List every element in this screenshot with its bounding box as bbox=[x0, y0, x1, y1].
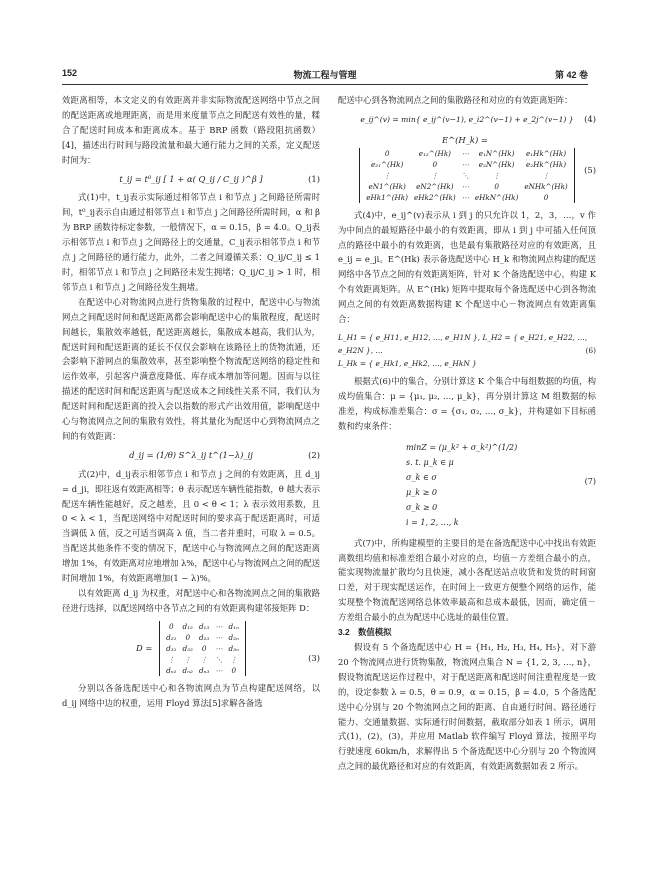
matrix-d-cell: d₂₁ bbox=[166, 632, 177, 642]
matrix-d-cell: d₁₂ bbox=[182, 621, 193, 631]
matrix-d-cell: 0 bbox=[201, 643, 207, 653]
matrix-d-row bbox=[163, 632, 242, 643]
matrix-e-row bbox=[363, 148, 570, 159]
matrix-d-cell: dₙ₁ bbox=[166, 665, 177, 675]
matrix-e-cell: ⋮ bbox=[383, 170, 391, 180]
model-line-text: σ_k ∈ σ bbox=[406, 472, 437, 482]
equation-body: t_ij = t⁰_ij [ 1 + α( Q_ij / C_ij )^β ] bbox=[119, 173, 263, 184]
equation-number: (5) bbox=[584, 164, 596, 175]
matrix-e-cell: eHk2^(Hk) bbox=[413, 192, 456, 202]
matrix-d-cell: d₁ₙ bbox=[228, 621, 239, 631]
header-rule bbox=[62, 84, 588, 85]
equation-6 bbox=[338, 331, 596, 370]
page-number: 152 bbox=[62, 68, 78, 78]
matrix-d-cell: d₃ₙ bbox=[228, 643, 239, 653]
equation-number: (6) bbox=[585, 346, 596, 356]
matrix-e-cell: e₂Hk^(Hk) bbox=[526, 159, 567, 169]
matrix-e-cell: e₁N^(Hk) bbox=[478, 148, 515, 158]
model-line bbox=[402, 501, 521, 514]
matrix-label: D = bbox=[136, 642, 153, 653]
matrix-e-cell: 0 bbox=[494, 181, 499, 191]
matrix-e-cell: eHkN^(Hk) bbox=[474, 192, 519, 202]
matrix-d-row bbox=[163, 643, 242, 654]
matrix-d-row bbox=[163, 665, 242, 676]
paragraph: 效距离相等，本文定义的有效距离并非实际物流配送网络中节点之间的配送距离或地理距离，而是用来度量节点之间配送有效性的量，糅合了配送时间成本和距离成本。基于 BRP 函数（路段阻抗函数）[4]，描述出行时间与路段流量和最大通行能力之间的关系，定义配送时间为： bbox=[62, 95, 320, 165]
equation-number: (1) bbox=[308, 173, 320, 184]
equation-4 bbox=[338, 112, 596, 128]
paragraph: 式(4)中，e_ij^(v)表示从 i 到 j 的只允许以 1，2，3，…，v 作为中间点的最短路径中最小的有效距离，即从 i 到 j 中可插入任何顶点的路径中最小的有效距离，也是最有集散路径对应的有效距离，且 e_ij = e_ji。E^(Hk) 表示备选配送中心 H_k 和物流网点构建的配送网络中各节点之间的有效距离矩阵，针对 K 个备选配送中心，构建 K 个有效距离矩阵。从 E^(Hk) 矩阵中提取每个备选配送中心到各物流网点之间的有效距离数据构建 K 个配送中心－物流网点有效距离集合： bbox=[338, 209, 596, 325]
matrix-d-cell: ⋯ bbox=[215, 643, 223, 653]
matrix-d-row bbox=[163, 654, 242, 665]
model-line-text: s. t. μ_k ∈ μ bbox=[406, 457, 454, 467]
matrix-e-cell: eHk1^(Hk) bbox=[366, 192, 408, 202]
effective-distance-matrix bbox=[359, 148, 574, 203]
paragraph: 以有效距离 d_ij 为权重，对配送中心和各物流网点之间的集散路径进行选择，以配送网络中各节点之间的有效距离构建邻接矩阵 D： bbox=[62, 588, 320, 613]
matrix-label: E^(H_k) = bbox=[442, 134, 488, 145]
paragraph: 式(1)中，t_ij表示实际通过相邻节点 i 和节点 j 之间路径所需时间，t⁰_ij表示自由通过相邻节点 i 和节点 j 之间路径所需时间，α 和 β 为 BRP 函数待标定参数，一般情况下，α = 0.15，β = 4.0。Q_ij表示相邻节点 i 和节点 j 之间路径上的交通量，C_ij表示相邻节点 i 和节点 j 之间路径的通行能力，此外，二者之间遵循关系：Q_ij/C_ij ≤ 1 时，相邻节点 i 和节点 j 之间路径未发生拥堵；Q_ij/C_ij > 1 时，相邻节点 i 和节点 j 之间路径发生拥堵。 bbox=[62, 192, 320, 292]
matrix-e-cell: eN2^(Hk) bbox=[416, 181, 454, 191]
matrix-e-row bbox=[363, 192, 570, 203]
equation-number: (2) bbox=[308, 449, 320, 460]
paragraph: 式(7)中，所构建模型的主要目的是在备选配送中心中找出有效距离数组均值和标准差组合最小对应的点，均值－方差组合最小的点，能实现物流量扩散均匀且快速，减小各配送站点收货和发货的时间窗口差，对于现实配送运作，在时间上一致更方便整个网络的运作，能实现整个物流配送网络总体效率最高和总成本最低，因而，确定值－方差组合最小的点为配送中心选址的最佳位置。 bbox=[338, 537, 596, 623]
equation-1 bbox=[62, 172, 320, 187]
matrix-d-cell: dₙ₂ bbox=[182, 665, 193, 675]
model-line-text: μ_k ≥ 0 bbox=[406, 487, 437, 497]
paragraph: 配送中心到各物流网点之间的集散路径和对应的有效距离矩阵： bbox=[338, 95, 573, 105]
matrix-e-cell: ⋯ bbox=[461, 159, 469, 169]
matrix-e-cell: e₂₁^(Hk) bbox=[370, 159, 404, 169]
paragraph: 根据式(6)中的集合，分别计算这 K 个集合中每组数据的均值，构成均值集合：μ = {μ₁, μ₂, …, μ_k}，再分别计算这 M 组数据的标准差，构成标准差集合：σ = {σ₁, σ₂, …, σ_k}，并构建如下目标函数和约束条件： bbox=[338, 376, 596, 431]
equation-line: L_Hk = { e_Hk1, e_Hk2, …, e_HkN } bbox=[338, 359, 477, 369]
matrix-e-cell: eN1^(Hk) bbox=[368, 181, 406, 191]
matrix-d-cell: ⋯ bbox=[215, 632, 223, 642]
matrix-d-row bbox=[163, 621, 242, 632]
matrix-d-cell: d₁₃ bbox=[198, 621, 210, 631]
equation-body: e_ij^(v) = min{ e_ij^(v−1), e_i2^(v−1) + e_2j^(v−1) } bbox=[360, 114, 574, 124]
paragraph: 式(2)中，d_ij表示相邻节点 i 和节点 j 之间的有效距离，且 d_ij = d_ji，即往返有效距离相等；θ 表示配送车辆性能指数，θ 越大表示配送车辆性能越好，反之越差，且 0 < θ < 1；λ 表示效用系数，且 0 < λ < 1，当配送网络中对配送时间的要求高于配送距离时，可适当调低 λ 值，反之可适当调高 λ 值，当二者并重时，可取 λ = 0.5。当配送其他条件不变的情况下，配送中心与物流网点之间的配送距离增加 1%，有效距离对应地增加 λ%，配送中心与物流网点之间的配送时间增加 1%，有效距离增加(1 − λ)%。 bbox=[62, 468, 320, 584]
matrix-d-cell: 0 bbox=[169, 621, 174, 631]
model-line-text: minZ = (μ_k² + σ_k²)^(1/2) bbox=[406, 442, 518, 452]
equation-2 bbox=[62, 448, 320, 463]
matrix-d-cell: ⋱ bbox=[215, 654, 223, 664]
paragraph: 分别以各备选配送中心和各物流网点为节点构建配送网络，以 d_ij 网络中边的权重，运用 Floyd 算法[5]求解各备选 bbox=[62, 682, 320, 708]
matrix-e-cell: 0 bbox=[543, 192, 549, 202]
model-line bbox=[402, 471, 521, 484]
matrix-e-cell: e₁Hk^(Hk) bbox=[526, 148, 567, 158]
model-line bbox=[402, 456, 521, 469]
matrix-e-cell: ⋮ bbox=[493, 170, 501, 180]
volume-label: 第 42 卷 bbox=[554, 70, 588, 80]
equation-line: L_H1 = { e_H11, e_H12, …, e_H1N }, L_H2 = { e_H21, e_H22, …, e_H2N }, … bbox=[338, 333, 588, 356]
matrix-e-row bbox=[363, 159, 570, 170]
matrix-d-cell: d₃₂ bbox=[182, 643, 193, 653]
matrix-d-cell: ⋮ bbox=[167, 654, 175, 664]
left-column bbox=[62, 93, 320, 711]
equation-number: (3) bbox=[308, 652, 320, 663]
matrix-e-cell: ⋯ bbox=[461, 181, 469, 191]
matrix-d-cell: d₃₁ bbox=[166, 643, 177, 653]
matrix-d-cell: ⋯ bbox=[215, 621, 223, 631]
matrix-e-cell: ⋮ bbox=[542, 170, 550, 180]
model-line bbox=[402, 516, 521, 529]
matrix-e-cell: ⋱ bbox=[461, 170, 469, 180]
adjacency-matrix bbox=[159, 621, 246, 676]
running-header bbox=[62, 68, 588, 82]
equation-5 bbox=[338, 133, 596, 203]
equation-number: (4) bbox=[584, 113, 596, 124]
matrix-e-cell: 0 bbox=[432, 159, 438, 169]
paragraph: 假设有 5 个备选配送中心 H = {H₁, H₂, H₃, H₄, H₅}，对下游 20 个物流网点进行货物集散，物流网点集合 N = {1, 2, 3, …, n}，假设物流配送运作过程中，对于配送距离和配送时间注重程度是一致的，设定参数 λ = 0.5，θ = 0.9，α = 0.15，β = 4.0，5 个备选配送中心分别与 20 个物流网点之间的距离、自由通行时间、路径通行能力、交通量数据、实际通行时间数据，截取部分如表 1 所示，调用式(1)，(2)，(3)，并应用 Matlab 软件编写 Floyd 算法，按照平均行驶速度 60km/h，求解得出 5 个备选配送中心分别与 20 个物流网点之间的最优路径和对应的有效距离，有效距离数据如表 2 所示。 bbox=[338, 641, 596, 772]
model-line bbox=[402, 441, 521, 454]
matrix-d-cell: d₂ₙ bbox=[228, 632, 239, 642]
paragraph: 在配送中心对物流网点进行货物集散的过程中，配送中心与物流网点之间配送时间和配送距离都会影响配送中心的集散程度，配送时间越长，集散效率越低，配送距离越长，集散成本越高，我们认为，配送时间和配送距离的延长不仅仅会影响在该路径上的货物流通，还会影响下游网点的集散效率，甚至影响整个物流配送网络的稳定性和运作效率，引起客户满意度降低、库存成本增加等问题。因而与以往描述的配送时间和配送距离与配送成本之间线性关系不同，我们认为配送时间和配送距离的投入会以指数的形式产出效用值，影响配送中心与物流网点之间的集散有效性，将其量化为配送中心到物流网点之间的有效距离： bbox=[62, 296, 320, 441]
model-line-text: σ_k ≥ 0 bbox=[406, 502, 438, 512]
matrix-e-row bbox=[363, 170, 570, 181]
matrix-e-row bbox=[363, 181, 570, 192]
matrix-d-cell: d₂₃ bbox=[198, 632, 210, 642]
section-heading: 3.2 数值模拟 bbox=[338, 627, 392, 638]
matrix-e-cell: e₂N^(Hk) bbox=[478, 159, 515, 169]
equation-7 bbox=[338, 439, 596, 531]
matrix-e-cell: ⋯ bbox=[461, 192, 469, 202]
matrix-d-cell: 0 bbox=[185, 632, 191, 642]
matrix-e-cell: eNHk^(Hk) bbox=[524, 181, 568, 191]
matrix-d-cell: 0 bbox=[231, 665, 237, 675]
matrix-d-cell: dₙ₃ bbox=[198, 665, 210, 675]
matrix-e-cell: e₁₂^(Hk) bbox=[418, 148, 451, 158]
matrix-e-cell: ⋮ bbox=[431, 170, 439, 180]
matrix-e-cell: 0 bbox=[384, 148, 390, 158]
matrix-d-cell: ⋮ bbox=[230, 654, 238, 664]
journal-title: 物流工程与管理 bbox=[293, 70, 357, 80]
equation-3 bbox=[62, 621, 320, 676]
matrix-d-cell: ⋮ bbox=[200, 654, 208, 664]
equation-body: d_ij = (1/θ) S^λ_ij t^(1−λ)_ij bbox=[129, 449, 253, 460]
matrix-d-cell: ⋮ bbox=[184, 654, 192, 664]
right-column bbox=[338, 93, 596, 774]
equation-number: (7) bbox=[584, 476, 596, 486]
model-line bbox=[402, 486, 521, 499]
matrix-d-cell: ⋯ bbox=[215, 665, 223, 675]
model-line-text: i = 1, 2, …, k bbox=[406, 517, 459, 527]
matrix-e-cell: ⋯ bbox=[461, 148, 469, 158]
